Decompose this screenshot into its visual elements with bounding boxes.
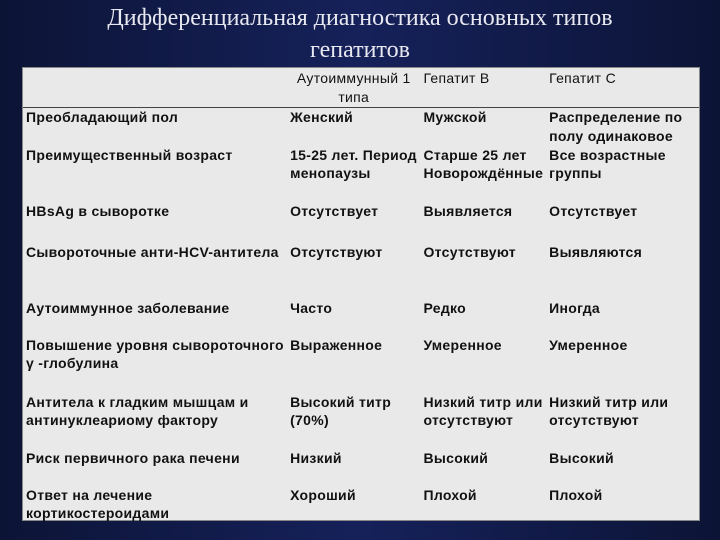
cell-autoimmune: Отсутствуют — [290, 243, 383, 260]
cell-autoimmune: Высокий титр (70%) — [290, 393, 392, 428]
slide-title-line-2: гепатитов — [310, 37, 410, 63]
cell-hepatitis-c: Плохой — [549, 486, 603, 503]
table-row — [23, 108, 699, 146]
table-row — [23, 202, 699, 243]
table-row — [23, 299, 699, 336]
table-row — [23, 486, 699, 526]
cell-hepatitis-c: Выявляются — [549, 243, 643, 260]
table-row — [23, 243, 699, 299]
row-label: HBsAg в сыворотке — [26, 202, 170, 219]
table-row — [23, 336, 699, 393]
row-label: Антитела к гладким мышцам и антинуклеариому фактору — [26, 393, 249, 428]
row-label: Риск первичного рака печени — [26, 449, 240, 466]
cell-autoimmune: Отсутствует — [290, 202, 379, 219]
header-cell-hepatitis-b: Гепатит B — [420, 68, 546, 108]
cell-autoimmune: 15-25 лет. Период менопаузы — [290, 146, 417, 181]
cell-hepatitis-b: Плохой — [423, 486, 477, 503]
comparison-table — [23, 68, 699, 526]
header-cell-autoimmune: Аутоиммунный 1 типа — [287, 68, 420, 108]
cell-hepatitis-b: Старше 25 лет Новорождённые — [423, 146, 544, 181]
cell-hepatitis-c: Низкий титр или отсутствуют — [549, 393, 669, 428]
cell-autoimmune: Женский — [290, 109, 354, 125]
table-row — [23, 449, 699, 486]
cell-hepatitis-b: Отсутствуют — [423, 243, 516, 260]
table-header-row — [23, 68, 699, 108]
table-row — [23, 393, 699, 449]
header-cell-hepatitis-c: Гепатит C — [546, 68, 699, 108]
cell-hepatitis-c: Распределение по полу одинаковое — [549, 109, 683, 144]
row-label: Преобладающий пол — [26, 109, 179, 125]
cell-autoimmune: Часто — [290, 299, 333, 316]
cell-hepatitis-c: Умеренное — [549, 336, 628, 353]
cell-hepatitis-c: Все возрастные группы — [549, 146, 666, 181]
slide-title — [0, 2, 720, 66]
cell-hepatitis-b: Умеренное — [423, 336, 502, 353]
cell-hepatitis-b: Высокий — [423, 449, 489, 466]
cell-autoimmune: Низкий — [290, 449, 342, 466]
cell-autoimmune: Выраженное — [290, 336, 383, 353]
cell-hepatitis-b: Редко — [423, 299, 466, 316]
cell-hepatitis-b: Выявляется — [423, 202, 513, 219]
slide-title-line-1: Дифференциальная диагностика основных типов — [107, 5, 613, 31]
cell-hepatitis-b: Низкий титр или отсутствуют — [423, 393, 543, 428]
row-label: Преимущественный возраст — [26, 146, 233, 163]
row-label: Аутоиммунное заболевание — [26, 299, 230, 316]
comparison-table-container — [22, 67, 700, 521]
row-label: Ответ на лечение кортикостероидами — [26, 486, 170, 521]
row-label: Сывороточные анти-HCV-антитела — [26, 243, 279, 260]
row-label: Повышение уровня сывороточного γ -глобулина — [26, 336, 284, 371]
table-row — [23, 146, 699, 202]
cell-hepatitis-c: Высокий — [549, 449, 614, 466]
cell-hepatitis-c: Отсутствует — [549, 202, 638, 219]
cell-hepatitis-b: Мужской — [423, 109, 487, 125]
cell-autoimmune: Хороший — [290, 486, 356, 503]
header-cell-empty — [23, 68, 287, 108]
cell-hepatitis-c: Иногда — [549, 299, 600, 316]
